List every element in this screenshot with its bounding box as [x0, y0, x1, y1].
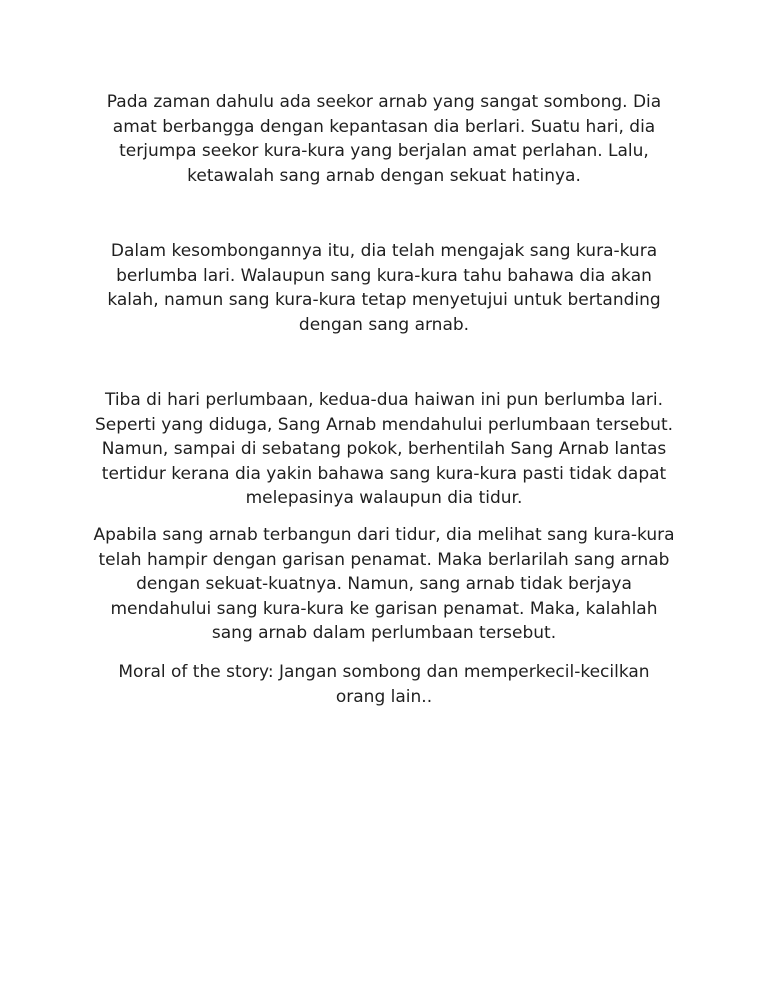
paragraph-line: Tiba di hari perlumbaan, kedua-dua haiwan ini pun berlumba lari. — [104, 390, 664, 410]
story-paragraph-1 — [84, 90, 684, 188]
paragraph-line: kalah, namun sang kura-kura tetap menyetujui untuk bertanding — [107, 290, 661, 311]
paragraph-line: telah hampir dengan garisan penamat. Maka berlarilah sang arnab — [98, 549, 670, 570]
paragraph-line: sang arnab dalam perlumbaan tersebut. — [211, 623, 557, 644]
paragraph-line: dengan sang arnab. — [298, 314, 470, 335]
paragraph-line: Pada zaman dahulu ada seekor arnab yang sangat sombong. Dia — [106, 92, 662, 112]
paragraph-line: Dalam kesombongannya itu, dia telah mengajak sang kura-kura — [110, 241, 658, 261]
paragraph-line: orang lain.. — [335, 686, 433, 707]
paragraph-line: dengan sekuat-kuatnya. Namun, sang arnab tidak berjaya — [136, 574, 632, 595]
paragraph-line: berlumba lari. Walaupun sang kura-kura tahu bahawa dia akan — [116, 265, 652, 286]
paragraph-line: terjumpa seekor kura-kura yang berjalan amat perlahan. Lalu, — [119, 141, 649, 162]
paragraph-line: mendahului sang kura-kura ke garisan penamat. Maka, kalahlah — [110, 598, 658, 619]
moral-paragraph — [84, 660, 684, 709]
story-paragraph-3 — [84, 388, 684, 511]
paragraph-line: Apabila sang arnab terbangun dari tidur, dia melihat sang kura-kura — [93, 525, 675, 545]
paragraph-line: Namun, sampai di sebatang pokok, berhentilah Sang Arnab lantas — [101, 439, 667, 460]
paragraph-line: Seperti yang diduga, Sang Arnab mendahului perlumbaan tersebut. — [94, 414, 674, 435]
paragraph-line: ketawalah sang arnab dengan sekuat hatinya. — [187, 165, 581, 186]
paragraph-line: melepasinya walaupun dia tidur. — [245, 488, 523, 509]
story-paragraph-4 — [84, 523, 684, 646]
paragraph-line: Moral of the story: Jangan sombong dan memperkecil-kecilkan — [118, 662, 650, 682]
paragraph-line: amat berbangga dengan kepantasan dia berlari. Suatu hari, dia — [112, 116, 656, 137]
story-paragraph-2 — [84, 239, 684, 337]
paragraph-line: tertidur kerana dia yakin bahawa sang kura-kura pasti tidak dapat — [101, 463, 667, 484]
